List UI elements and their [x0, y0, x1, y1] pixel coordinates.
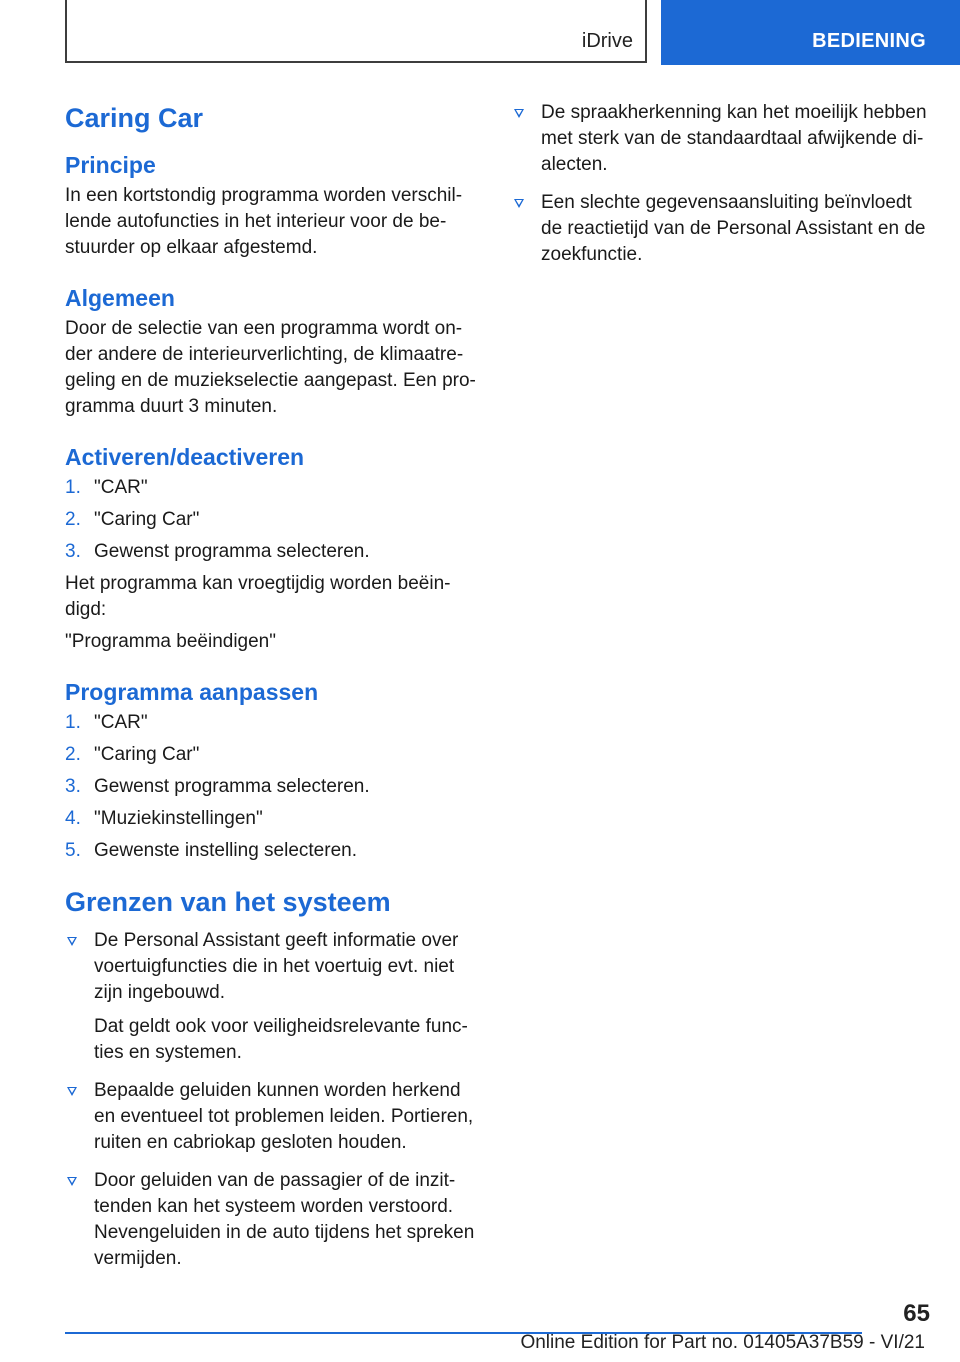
step-text: Gewenst programma selecteren.	[94, 776, 370, 797]
activeren-note: Het programma kan vroegtijdig worden beëin-digd:	[65, 573, 451, 620]
triangle-bullet-icon	[514, 199, 524, 208]
bullet-text: Bepaalde geluiden kunnen worden herkend en eventueel tot problemen leiden. Portieren, ruiten en cabriokap gesloten houden.	[94, 1080, 474, 1153]
bullet-subtext: Dat geldt ook voor veiligheidsrelevante func-ties en systemen.	[94, 1016, 468, 1063]
step-text: Gewenste instelling selecteren.	[94, 840, 357, 861]
header-chapter-tab	[661, 0, 960, 65]
step-number: 2.	[65, 744, 81, 765]
list-item	[65, 539, 477, 565]
page-title: Caring Car	[65, 103, 204, 133]
step-number: 3.	[65, 776, 81, 797]
step-text: "Caring Car"	[94, 744, 200, 765]
principe-heading: Principe	[65, 152, 156, 178]
grenzen-list	[65, 928, 477, 1272]
activeren-heading: Activeren/deactiveren	[65, 444, 305, 470]
triangle-bullet-icon	[514, 109, 524, 118]
activeren-steps	[65, 475, 477, 565]
step-number: 2.	[65, 509, 81, 530]
aanpassen-steps	[65, 710, 477, 864]
triangle-bullet-icon	[67, 1087, 77, 1096]
step-text: Gewenst programma selecteren.	[94, 541, 370, 562]
right-column	[512, 100, 930, 280]
list-item	[512, 100, 930, 178]
list-item	[65, 475, 477, 501]
header-chapter-label: BEDIENING	[812, 30, 926, 52]
step-text: "Caring Car"	[94, 509, 200, 530]
step-number: 3.	[65, 541, 81, 562]
header-section-label: iDrive	[581, 30, 633, 52]
step-number: 1.	[65, 712, 81, 733]
activeren-command: "Programma beëindigen"	[65, 631, 276, 652]
grenzen-list-continued	[512, 100, 930, 268]
step-number: 1.	[65, 477, 81, 498]
list-item	[65, 507, 477, 533]
principe-text: In een kortstondig programma worden verschil-lende autofuncties in het interieur voor de be-stuurder op elkaar afgestemd.	[65, 185, 463, 258]
header-section-box	[65, 0, 647, 63]
triangle-bullet-icon	[67, 937, 77, 946]
list-item	[65, 1168, 477, 1272]
step-text: "Muziekinstellingen"	[94, 808, 263, 829]
page-number: 65	[903, 1300, 930, 1327]
aanpassen-heading: Programma aanpassen	[65, 679, 319, 705]
list-item	[65, 806, 477, 832]
bullet-text: De spraakherkenning kan het moeilijk hebben met sterk van de standaardtaal afwijkende di-alecten.	[541, 102, 927, 175]
footer-edition: Online Edition for Part no. 01405A37B59 - VI/21	[520, 1332, 925, 1353]
list-item	[65, 838, 477, 864]
algemeen-text: Door de selectie van een programma wordt on-der andere de interieurverlichting, de klimaatre-geling en de muziekselectie aangepast. Een pro-gramma duurt 3 minuten.	[65, 318, 476, 417]
step-text: "CAR"	[94, 712, 148, 733]
grenzen-heading: Grenzen van het systeem	[65, 887, 391, 917]
step-text: "CAR"	[94, 477, 148, 498]
list-item	[65, 928, 477, 1066]
list-item	[512, 190, 930, 268]
step-number: 4.	[65, 808, 81, 829]
left-column	[65, 100, 477, 1284]
algemeen-heading: Algemeen	[65, 285, 175, 311]
bullet-text: Een slechte gegevensaansluiting beïnvloedt de reactietijd van de Personal Assistant en de zoekfunctie.	[541, 192, 926, 265]
list-item	[65, 1078, 477, 1156]
list-item	[65, 742, 477, 768]
step-number: 5.	[65, 840, 81, 861]
bullet-text: Door geluiden van de passagier of de inzit-tenden kan het systeem worden verstoord. Nevengeluiden in de auto tijdens het spreken vermijden.	[94, 1170, 475, 1269]
list-item	[65, 774, 477, 800]
list-item	[65, 710, 477, 736]
bullet-text: De Personal Assistant geeft informatie over voertuigfuncties die in het voertuig evt. niet zijn ingebouwd.	[94, 930, 459, 1003]
triangle-bullet-icon	[67, 1177, 77, 1186]
